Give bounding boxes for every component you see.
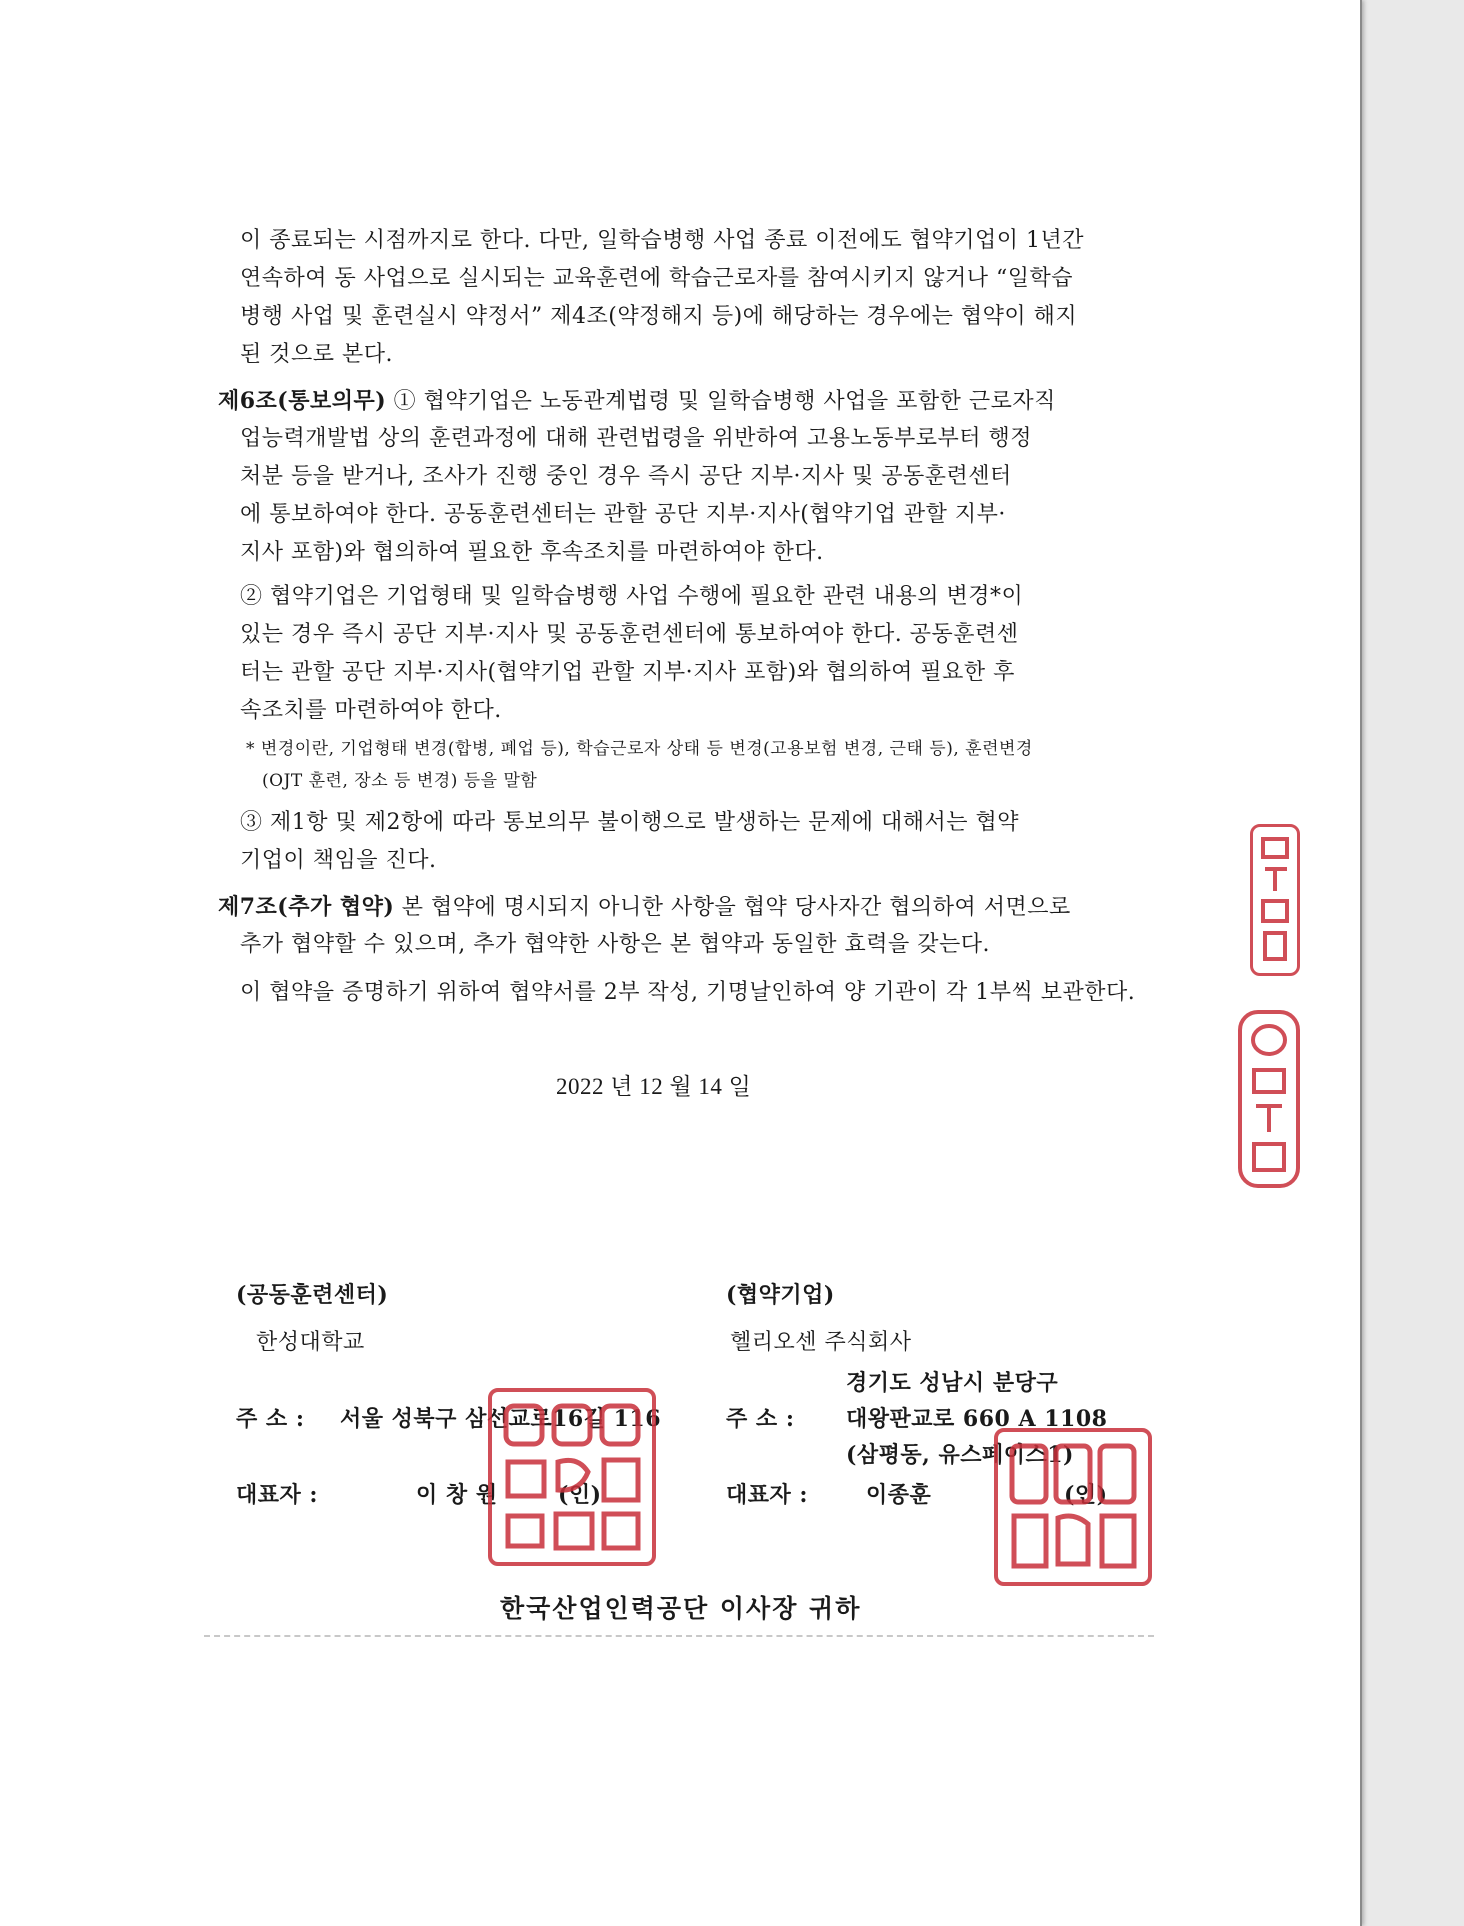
right-rep-name: 이종훈 <box>866 1482 932 1508</box>
article-7-line-2: 추가 협약할 수 있으며, 추가 협약한 사항은 본 협약과 동일한 효력을 갖는다. <box>240 932 990 957</box>
university-seal-stamp <box>488 1388 656 1566</box>
right-party-heading: (협약기업) <box>726 1282 835 1308</box>
stamp-pattern-icon <box>1242 1014 1296 1184</box>
article-6-line-5: 지사 포함)와 협의하여 필요한 후속조치를 마련하여야 한다. <box>240 540 824 565</box>
body-line-2: 연속하여 동 사업으로 실시되는 교육훈련에 학습근로자를 참여시키지 않거나 “일학습 <box>240 266 1074 291</box>
right-address-line-2: 대왕판교로 660 A 1108 <box>846 1406 1108 1432</box>
article-7-line-1: 본 협약에 명시되지 아니한 사항을 협약 당사자간 협의하여 서면으로 <box>394 895 1071 920</box>
body-line-4: 된 것으로 본다. <box>240 342 393 367</box>
closing-statement: 이 협약을 증명하기 위하여 협약서를 2부 작성, 기명날인하여 양 기관이 각 1부씩 보관한다. <box>240 980 1136 1005</box>
article-6-p2-line-2: 있는 경우 즉시 공단 지부·지사 및 공동훈련센터에 통보하여야 한다. 공동훈련센 <box>240 622 1019 647</box>
agreement-date: 2022 년 12 월 14 일 <box>556 1074 752 1099</box>
right-party-name: 헬리오센 주식회사 <box>730 1330 912 1355</box>
article-6-line-3: 처분 등을 받거나, 조사가 진행 중인 경우 즉시 공단 지부·지사 및 공동훈련센터 <box>240 464 1012 489</box>
left-rep-label: 대표자 : <box>236 1482 319 1508</box>
article-7-paragraph <box>218 888 1071 927</box>
article-6-p2-line-3: 터는 관할 공단 지부·지사(협약기업 관할 지부·지사 포함)와 협의하여 필요한 후 <box>240 660 1015 685</box>
seal-pattern-icon <box>492 1392 652 1562</box>
margin-stamp-bottom <box>1238 1010 1300 1188</box>
right-rep-label: 대표자 : <box>726 1482 809 1508</box>
footnote-line-1: * 변경이란, 기업형태 변경(합병, 폐업 등), 학습근로자 상태 등 변경(고용보험 변경, 근태 등), 훈련변경 <box>246 739 1033 759</box>
article-6-line-2: 업능력개발법 상의 훈련과정에 대해 관련법령을 위반하여 고용노동부로부터 행정 <box>240 426 1033 451</box>
right-address-label: 주 소 : <box>726 1406 795 1432</box>
left-party-name: 한성대학교 <box>256 1330 365 1355</box>
article-6-line-4: 에 통보하여야 한다. 공동훈련센터는 관할 공단 지부·지사(협약기업 관할 지부· <box>240 502 1006 527</box>
left-address-label: 주 소 : <box>236 1406 305 1432</box>
article-7-title: 제7조(추가 협약) <box>218 894 395 920</box>
company-seal-stamp <box>994 1428 1152 1586</box>
seal-pattern-icon <box>998 1432 1148 1582</box>
body-line-1: 이 종료되는 시점까지로 한다. 다만, 일학습병행 사업 종료 이전에도 협약기업이 1년간 <box>240 228 1084 253</box>
article-6-title: 제6조(통보의무) <box>218 388 387 414</box>
article-6-p3-line-2: 기업이 책임을 진다. <box>240 848 437 873</box>
article-6-paragraph-1 <box>218 382 1056 421</box>
body-line-3: 병행 사업 및 훈련실시 약정서” 제4조(약정해지 등)에 해당하는 경우에는 협약이 해지 <box>240 304 1078 329</box>
right-address-line-1: 경기도 성남시 분당구 <box>846 1370 1059 1396</box>
article-6-p3-line-1: ③ 제1항 및 제2항에 따라 통보의무 불이행으로 발생하는 문제에 대해서는 협약 <box>240 810 1019 835</box>
footnote-line-2: (OJT 훈련, 장소 등 변경) 등을 말함 <box>262 771 538 791</box>
addressee: 한국산업인력공단 이사장 귀하 <box>500 1594 862 1623</box>
article-6-line-1: ① 협약기업은 노동관계법령 및 일학습병행 사업을 포함한 근로자직 <box>386 389 1056 414</box>
margin-stamp-top <box>1250 824 1300 976</box>
stamp-pattern-icon <box>1253 827 1297 973</box>
article-6-p2-line-4: 속조치를 마련하여야 한다. <box>240 698 502 723</box>
left-rep-name: 이 창 원 <box>416 1482 498 1508</box>
right-seal-mark: (인) <box>1064 1482 1108 1508</box>
left-seal-mark: (인) <box>558 1482 602 1508</box>
left-party-heading: (공동훈련센터) <box>236 1282 389 1308</box>
article-6-p2-line-1: ② 협약기업은 기업형태 및 일학습병행 사업 수행에 필요한 관련 내용의 변경*이 <box>240 584 1024 609</box>
left-address: 서울 성북구 삼선교로16길 116 <box>340 1406 662 1432</box>
right-address-line-3: (삼평동, 유스페이스1) <box>846 1442 1074 1468</box>
